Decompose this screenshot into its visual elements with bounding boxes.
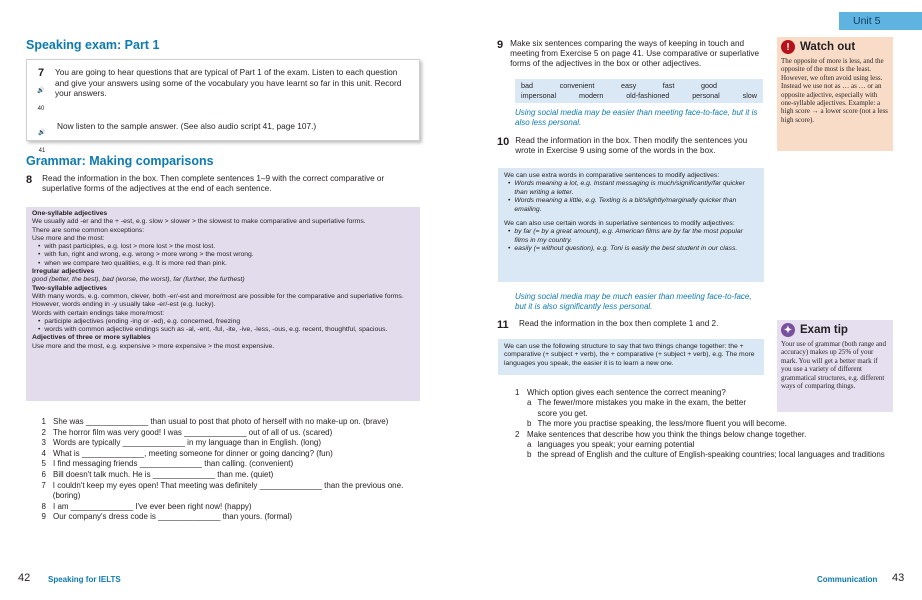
speaking-exam-title: Speaking exam: Part 1	[26, 38, 160, 52]
item-text: Words are typically ______________ in my language than in English. (long)	[53, 438, 322, 448]
item-letter: b	[527, 419, 532, 429]
word-row	[521, 81, 757, 91]
exercise-number: 9	[497, 39, 504, 51]
exercise-9	[497, 39, 765, 69]
word: convenient	[559, 81, 595, 90]
item-number: 4	[41, 448, 46, 458]
exercise-number: 10	[497, 136, 510, 148]
structure-info-box	[498, 339, 764, 375]
watch-out-title: Watch out	[800, 41, 856, 53]
exercise-number: 8	[26, 174, 33, 186]
exercise-8	[26, 174, 420, 194]
exercise-11	[497, 319, 765, 331]
item-text: I am ______________ I've ever been right now! (happy)	[53, 501, 252, 511]
watch-out-text: The opposite of more is less, and the opposite of the most is the least. However, we often avoid using less. Instead we use not as … as … or an opposite adjective, especially with one-syllable adjectives. Example: a high score → a lower score (not a less high score).	[781, 57, 888, 124]
word: impersonal	[521, 91, 557, 100]
audio-icon[interactable]: 🔊	[38, 130, 46, 136]
box-text: We can also use certain words in superlative sentences to modify adjectives:	[504, 220, 735, 228]
box-text: We can use extra words in comparative sentences to modify adjectives:	[504, 172, 720, 179]
box-heading: One-syllable adjectives	[32, 210, 108, 217]
question-text: The more you practise speaking, the less/more fluent you will become.	[537, 419, 787, 429]
item-number: 1	[515, 388, 520, 397]
footer-book-title: Speaking for IELTS	[48, 575, 121, 584]
item-text: Our company's dress code is ______________ than yours. (formal)	[53, 512, 292, 522]
item-number: 2	[41, 427, 46, 437]
item-letter: a	[527, 398, 532, 408]
list-item	[40, 428, 420, 439]
exam-tip-text: Your use of grammar (both range and accuracy) makes up 25% of your mark. You will get a better mark if you use a variety of different grammatical structures, e.g. different ways of comparing things.	[781, 340, 887, 391]
item-text: She was ______________ than usual to post that photo of herself with no make-up on. (brave)	[53, 417, 389, 426]
exercise-7-box	[26, 59, 420, 154]
word: easy	[620, 81, 637, 90]
exam-tip-box	[777, 320, 893, 412]
exercise-instructions: Read the information in the box. Then modify the sentences you wrote in Exercise 9 using some of the words in the box.	[515, 136, 748, 155]
list-item	[40, 502, 420, 513]
question-text: Make sentences that describe how you think the things below change together.	[527, 429, 807, 439]
list-item	[40, 417, 420, 428]
audio-icon[interactable]: 🔊	[37, 88, 45, 94]
box-text: We usually add -er and the + -est, e.g. slow > slower > the slowest to make comparative and superlative forms.	[32, 218, 366, 226]
exercise-instructions: Make six sentences comparing the ways of keeping in touch and meeting from Exercise 5 on page 41. Use comparative or superlative forms of the adjectives in the box or other adjectives.	[510, 39, 760, 68]
box-text: Use more and the most:	[32, 234, 105, 242]
page-number-left: 42	[18, 572, 31, 584]
list-item	[40, 470, 420, 481]
list-item	[40, 512, 420, 523]
bullet-text: • participle adjectives (ending -ing or -ed), e.g. concerned, freezing	[44, 317, 241, 325]
exercise-number: 11	[497, 319, 509, 331]
question-text: languages you speak; your earning potential	[537, 440, 695, 450]
item-number: 9	[41, 512, 46, 522]
item-number: 2	[515, 429, 520, 439]
unit-tab: Unit 5	[839, 12, 922, 30]
example-sentence: Using social media may be much easier than meeting face-to-face, but it is also significantly less personal.	[515, 292, 752, 311]
adjective-word-box	[515, 79, 763, 103]
box-text: There are some common exceptions:	[32, 226, 145, 234]
word: personal	[692, 91, 720, 100]
item-letter: a	[527, 440, 532, 450]
list-item	[40, 449, 420, 460]
bullet-text: • when we compare two qualities, e.g. It is more red than pink.	[44, 259, 227, 267]
word: modern	[578, 91, 604, 100]
modifier-info-box	[498, 168, 764, 282]
box-heading: Adjectives of three or more syllables	[32, 334, 151, 342]
audio-track-number: 40	[37, 106, 45, 112]
item-letter: b	[527, 450, 532, 460]
item-text: The horror film was very good! I was ______________ out of all of us. (scared)	[53, 427, 333, 437]
box-text: With many words, e.g. common, clever, both -er/-est and more/most are possible for the comparative and superlative forms. However, words ending in -y usually take -er/-est (e.g. lucky).	[32, 292, 404, 309]
word-row	[521, 91, 757, 101]
list-item	[40, 481, 420, 502]
item-text: I find messaging friends ______________ than calling. (convenient)	[53, 459, 294, 469]
exclamation-icon: !	[781, 40, 795, 54]
item-number: 6	[41, 469, 46, 479]
box-text: Words with certain endings take more/most:	[32, 309, 165, 317]
item-text: I couldn't keep my eyes open! That meeting was definitely ______________ than the previous one. (boring)	[52, 480, 404, 501]
page-number-right: 43	[892, 572, 905, 584]
grammar-title: Grammar: Making comparisons	[26, 154, 214, 168]
bullet-text: • words with common adjective endings such as -al, -ent, -ful, -ite, -ive, -less, -ous, e.g. recent, thoughtful, spacious.	[44, 326, 388, 334]
exercise-instructions: Read the information in the box. Then complete sentences 1–9 with the correct comparative or superlative forms of the adjectives at the end of each sentence.	[42, 174, 385, 193]
exercise-instructions: You are going to hear questions that are typical of Part 1 of the exam. Listen to each question and give your answers using some of the vocabulary you have learnt so far in this unit. Record your answers.	[55, 67, 402, 99]
list-item	[40, 459, 420, 470]
exercise-instructions: Now listen to the sample answer. (See also audio script 41, page 107.)	[57, 121, 317, 131]
exercise-10	[497, 136, 765, 156]
box-text: Use more and the most, e.g. expensive > more expensive > the most expensive.	[32, 342, 275, 350]
bullet-text: • with fun, right and wrong, e.g. wrong > more wrong > the most wrong.	[44, 251, 254, 259]
bullet-text: • by far (= by a great amount), e.g. American films are by far the most popular films in my country.	[514, 228, 743, 244]
list-item	[40, 438, 420, 449]
star-badge-icon: ✦	[781, 323, 795, 337]
box-heading: Irregular adjectives	[32, 268, 95, 276]
watch-out-box	[777, 37, 893, 151]
question-text: The fewer/more mistakes you make in the exam, the better score you get.	[537, 398, 746, 418]
bullet-text: • Words meaning a lot, e.g. Instant messaging is much/significantly/far quicker than writing a letter.	[514, 180, 745, 196]
bullet-text: • Words meaning a little, e.g. Texting is a bit/slightly/marginally quicker than emailing.	[514, 197, 737, 213]
exam-tip-title: Exam tip	[800, 324, 848, 336]
question-text: Which option gives each sentence the correct meaning?	[527, 388, 726, 397]
item-number: 7	[41, 480, 46, 490]
footer-unit-title: Communication	[817, 575, 878, 584]
sentence-list	[40, 417, 420, 523]
audio-track-number: 41	[38, 148, 46, 154]
word: fast	[662, 81, 675, 90]
item-text: What is ______________, meeting someone for dinner or going dancing? (fun)	[53, 448, 333, 458]
word: slow	[742, 91, 757, 100]
box-text: We can use the following structure to say that two things change together: the + comparative (+ subject + verb), the + comparative (+ subject + verb), e.g. The more languages you speak, the easier it is to learn a new one.	[504, 343, 755, 367]
item-number: 5	[41, 459, 46, 469]
bullet-text: • with past participles, e.g. lost > more lost > the most lost.	[44, 243, 216, 251]
item-number: 8	[41, 501, 46, 511]
question-text: the spread of English and the culture of English-speaking countries; local languages and traditions	[537, 450, 885, 460]
word: old-fashioned	[626, 91, 670, 100]
exercise-instructions: Read the information in the box then complete 1 and 2.	[519, 319, 719, 328]
exercise-number: 7	[37, 67, 45, 79]
example-sentence: Using social media may be easier than meeting face-to-face, but it is also less personal.	[515, 108, 758, 127]
item-number: 3	[41, 438, 46, 448]
box-text: good (better, the best), bad (worse, the worst), far (further, the furthest)	[32, 276, 245, 284]
word: bad	[521, 81, 533, 90]
word: good	[700, 81, 717, 90]
item-text: Bill doesn't talk much. He is ______________ than me. (quiet)	[53, 469, 274, 479]
item-number: 1	[41, 417, 46, 426]
box-heading: Two-syllable adjectives	[32, 284, 108, 292]
bullet-text: • easily (= without question), e.g. Toni is easily the best student in our class.	[514, 245, 738, 253]
grammar-info-box	[26, 207, 420, 401]
